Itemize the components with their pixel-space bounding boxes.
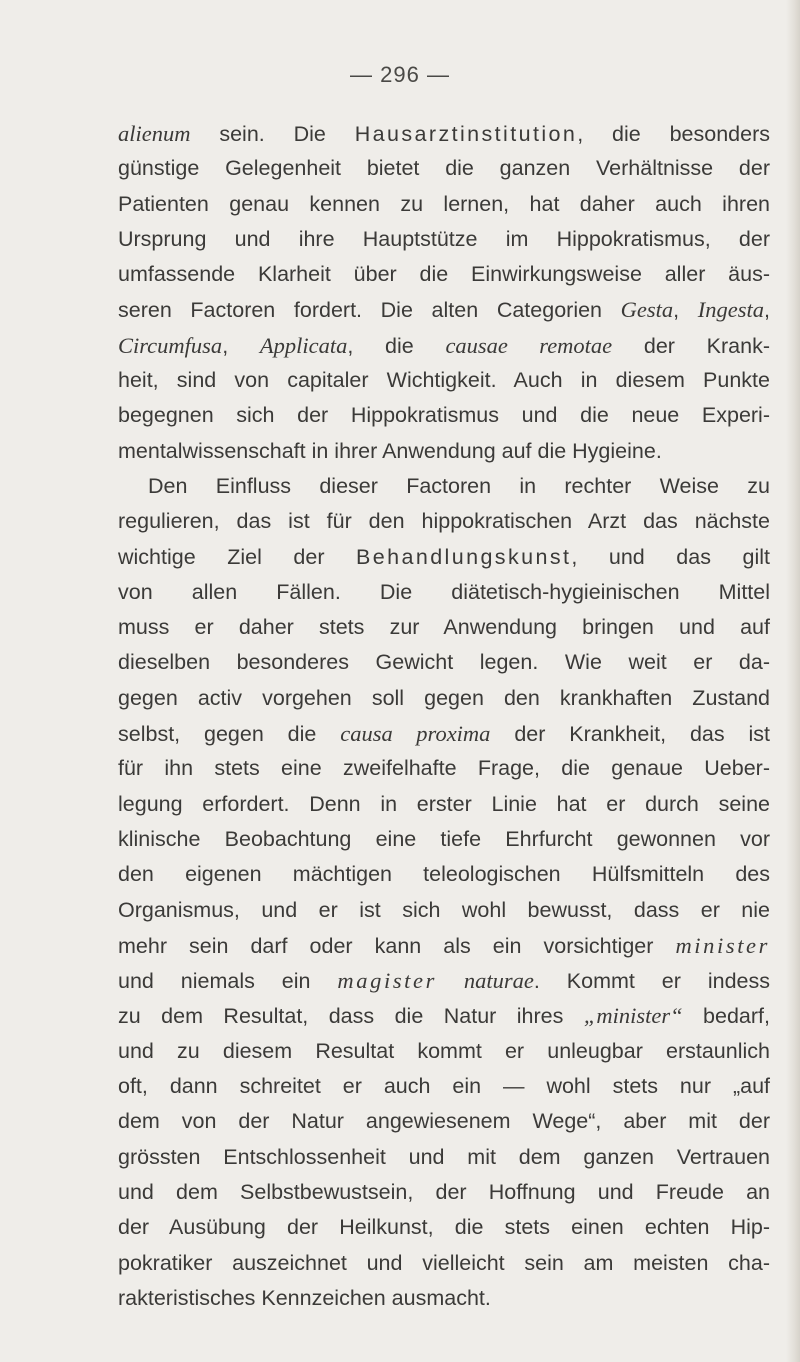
text-line	[118, 857, 770, 892]
text-run: dieselben besonderes Gewicht legen. Wie weit er da-	[118, 650, 770, 675]
body-text	[118, 116, 770, 1316]
text-run: von allen Fällen. Die diätetisch-hygieinischen Mittel	[118, 579, 770, 604]
text-run: zu dem Resultat, dass die Natur ihres	[118, 1004, 584, 1029]
text-run: oft, dann schreitet er auch ein — wohl stets nur „auf	[118, 1074, 770, 1099]
text-run: wichtige Ziel der	[118, 544, 357, 569]
text-line	[118, 1069, 770, 1104]
text-line	[118, 328, 770, 363]
text-run: Patienten genau kennen zu lernen, hat daher auch ihren	[118, 191, 770, 216]
page-number: — 296 —	[350, 62, 450, 87]
text-run: mehr sein darf oder kann als ein vorsichtiger	[118, 933, 676, 958]
text-run: umfassende Klarheit über die Einwirkungsweise aller äus-	[118, 262, 770, 287]
text-run: , die besonders	[577, 122, 770, 146]
text-line	[118, 540, 770, 575]
text-run: muss er daher stets zur Anwendung bringen und auf	[118, 615, 770, 640]
page-edge-shadow	[786, 0, 800, 1362]
text-line	[118, 116, 770, 151]
text-run: und niemals ein	[118, 969, 338, 994]
text-line	[118, 257, 770, 292]
text-run: für ihn stets eine zweifelhafte Frage, die genaue Ueber-	[118, 756, 770, 781]
text-run: und dem Selbstbewustsein, der Hoffnung und Freude an	[118, 1179, 770, 1204]
emphasis-text: Behandlungskunst	[356, 544, 572, 569]
text-line	[118, 1175, 770, 1210]
text-run: Ursprung und ihre Hauptstütze im Hippokratismus, der	[118, 226, 770, 251]
text-run: den eigenen mächtigen teleologischen Hülfsmitteln des	[118, 862, 770, 887]
text-line	[118, 1246, 770, 1281]
emphasis-text: Gesta	[620, 297, 674, 323]
text-line	[118, 187, 770, 222]
emphasis-text: naturae	[463, 968, 534, 994]
emphasis-text: Circumfusa	[118, 332, 223, 358]
text-run: grössten Entschlossenheit und mit dem ganzen Vertrauen	[118, 1144, 770, 1169]
text-run: der Krank-	[612, 333, 770, 358]
text-line	[118, 681, 770, 716]
text-run: bedarf,	[682, 1004, 770, 1029]
text-run: begegnen sich der Hippokratismus und die neue Experi-	[118, 403, 770, 428]
text-line	[118, 575, 770, 610]
text-run: rakteristisches Kennzeichen ausmacht.	[118, 1285, 491, 1310]
text-run: dem von der Natur angewiesenem Wege“, aber mit der	[118, 1109, 770, 1134]
text-run	[437, 969, 464, 993]
text-line	[118, 822, 770, 857]
text-run: legung erfordert. Denn in erster Linie hat er durch seine	[118, 791, 770, 816]
text-line	[118, 363, 770, 398]
emphasis-text: causae remotae	[445, 332, 613, 358]
text-line	[118, 504, 770, 539]
text-line	[118, 222, 770, 257]
text-run: seren Factoren fordert. Die alten Categorien	[118, 298, 621, 323]
text-line	[118, 645, 770, 680]
text-run: heit, sind von capitaler Wichtigkeit. Auch in diesem Punkte	[118, 368, 770, 393]
text-run: der Ausübung der Heilkunst, die stets einen echten Hip-	[118, 1215, 770, 1240]
text-line	[118, 398, 770, 433]
text-line	[118, 434, 770, 469]
emphasis-text: magister	[337, 968, 437, 994]
text-run: , und das gilt	[571, 544, 770, 569]
text-line	[118, 751, 770, 786]
text-run: sein. Die	[190, 122, 355, 146]
text-run: regulieren, das ist für den hippokratischen Arzt das nächste	[118, 509, 770, 534]
emphasis-text: minister	[675, 932, 770, 958]
text-run: ,	[673, 298, 698, 323]
text-run: Den Einfluss dieser Factoren in rechter Weise zu	[148, 473, 770, 498]
text-run: Organismus, und er ist sich wohl bewusst, dass er nie	[118, 897, 770, 922]
text-run: mentalwissenschaft in ihrer Anwendung auf die Hygieine.	[118, 438, 662, 463]
text-run: gegen activ vorgehen soll gegen den krankhaften Zustand	[118, 685, 770, 710]
text-line	[118, 1140, 770, 1175]
text-line	[118, 716, 770, 751]
text-line	[118, 1104, 770, 1139]
text-line	[118, 1034, 770, 1069]
text-run: und zu diesem Resultat kommt er unleugbar erstaunlich	[118, 1038, 770, 1063]
emphasis-text: Ingesta	[697, 297, 765, 323]
text-line	[118, 963, 770, 998]
text-run: . Kommt er indess	[533, 969, 770, 994]
text-line	[118, 1210, 770, 1245]
text-line	[118, 610, 770, 645]
emphasis-text: „minister“	[583, 1003, 683, 1029]
text-run: klinische Beobachtung eine tiefe Ehrfurcht gewonnen vor	[118, 826, 770, 851]
text-line	[118, 1281, 770, 1316]
text-line	[118, 928, 770, 963]
text-line	[118, 893, 770, 928]
text-run: ,	[764, 298, 771, 323]
text-line	[118, 151, 770, 186]
text-run: selbst, gegen die	[118, 722, 341, 747]
emphasis-text: alienum	[118, 121, 191, 146]
text-line	[118, 469, 770, 504]
text-run: der Krankheit, das ist	[490, 722, 770, 747]
emphasis-text: Applicata	[259, 332, 348, 358]
text-run: pokratiker auszeichnet und vielleicht sein am meisten cha-	[118, 1250, 770, 1275]
text-line	[118, 787, 770, 822]
text-run: , die	[347, 333, 446, 358]
emphasis-text: causa proxima	[340, 721, 491, 747]
emphasis-text: Hausarztinstitution	[354, 122, 578, 146]
text-line	[118, 292, 770, 327]
text-line	[118, 998, 770, 1033]
text-run: ,	[222, 333, 260, 358]
text-run: günstige Gelegenheit bietet die ganzen Verhältnisse der	[118, 156, 770, 181]
